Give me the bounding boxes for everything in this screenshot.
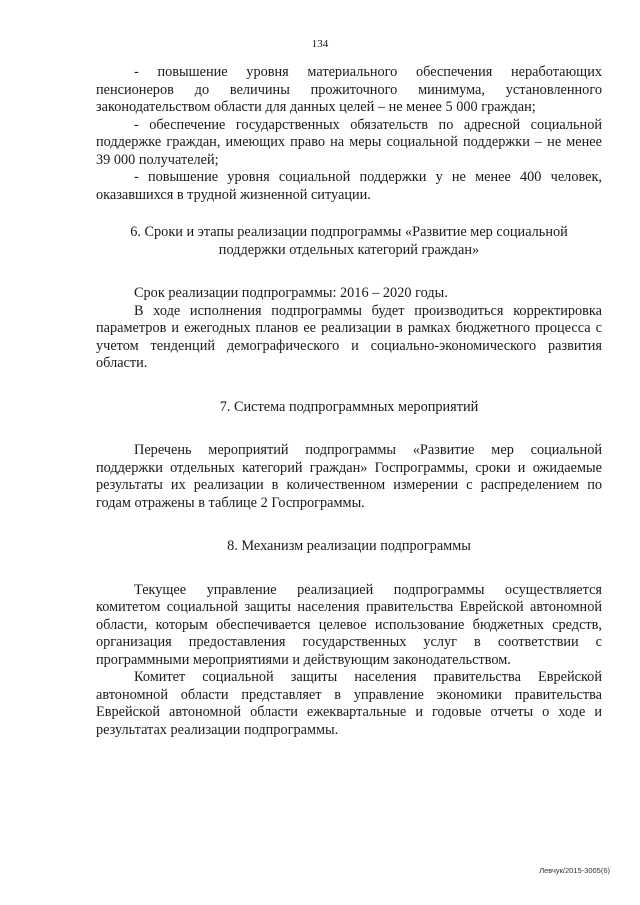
page-number: 134 [311,38,329,50]
list-item: - обеспечение государственных обязательств по адресной социальной поддержке граждан, имеющих право на меры социальной поддержки – не менее 39 000 получателей; [96,116,602,168]
document-body [96,64,602,739]
list-item: - повышение уровня материального обеспечения неработающих пенсионеров до величины прожиточного минимума, установленного законодательством области для данных целей – не менее 5 000 граждан; [96,64,602,115]
paragraph: Перечень мероприятий подпрограммы «Развитие мер социальной поддержки отдельных категорий граждан» Госпрограммы, сроки и ожидаемые результаты их реализации в количественном измерении с распределением по годам отражены в таблице 2 Госпрограммы. [96,442,602,511]
paragraph: В ходе исполнения подпрограммы будет производиться корректировка параметров и ежегодных планов ее реализации в рамках бюджетного процесса с учетом тенденций демографического и социально-экономического развития области. [96,302,602,371]
paragraph: Комитет социальной защиты населения правительства Еврейской автономной области представляет в управление экономики правительства Еврейской автономной области ежеквартальные и годовые отчеты о ходе и результатах реализации подпрограммы. [96,669,602,738]
paragraph: Текущее управление реализацией подпрограммы осуществляется комитетом социальной защиты населения правительства Еврейской автономной области, которым обеспечивается целевое использование бюджетных средств, организация предоставления государственных услуг в соответствии с программными мероприятиями и действующим законодательством. [96,581,602,668]
list-item: - повышение уровня социальной поддержки у не менее 400 человек, оказавшихся в трудной жизненной ситуации. [96,169,602,203]
section-7-heading: 7. Система подпрограммных мероприятий [219,398,479,415]
paragraph: Срок реализации подпрограммы: 2016 – 2020 годы. [134,285,448,301]
section-6-heading: 6. Сроки и этапы реализации подпрограммы «Развитие мер социальной поддержки отдельных категорий граждан» [130,224,568,258]
section-8-heading: 8. Механизм реализации подпрограммы [227,538,471,554]
document-code: Левчук/2015-3005(6) [539,866,610,875]
